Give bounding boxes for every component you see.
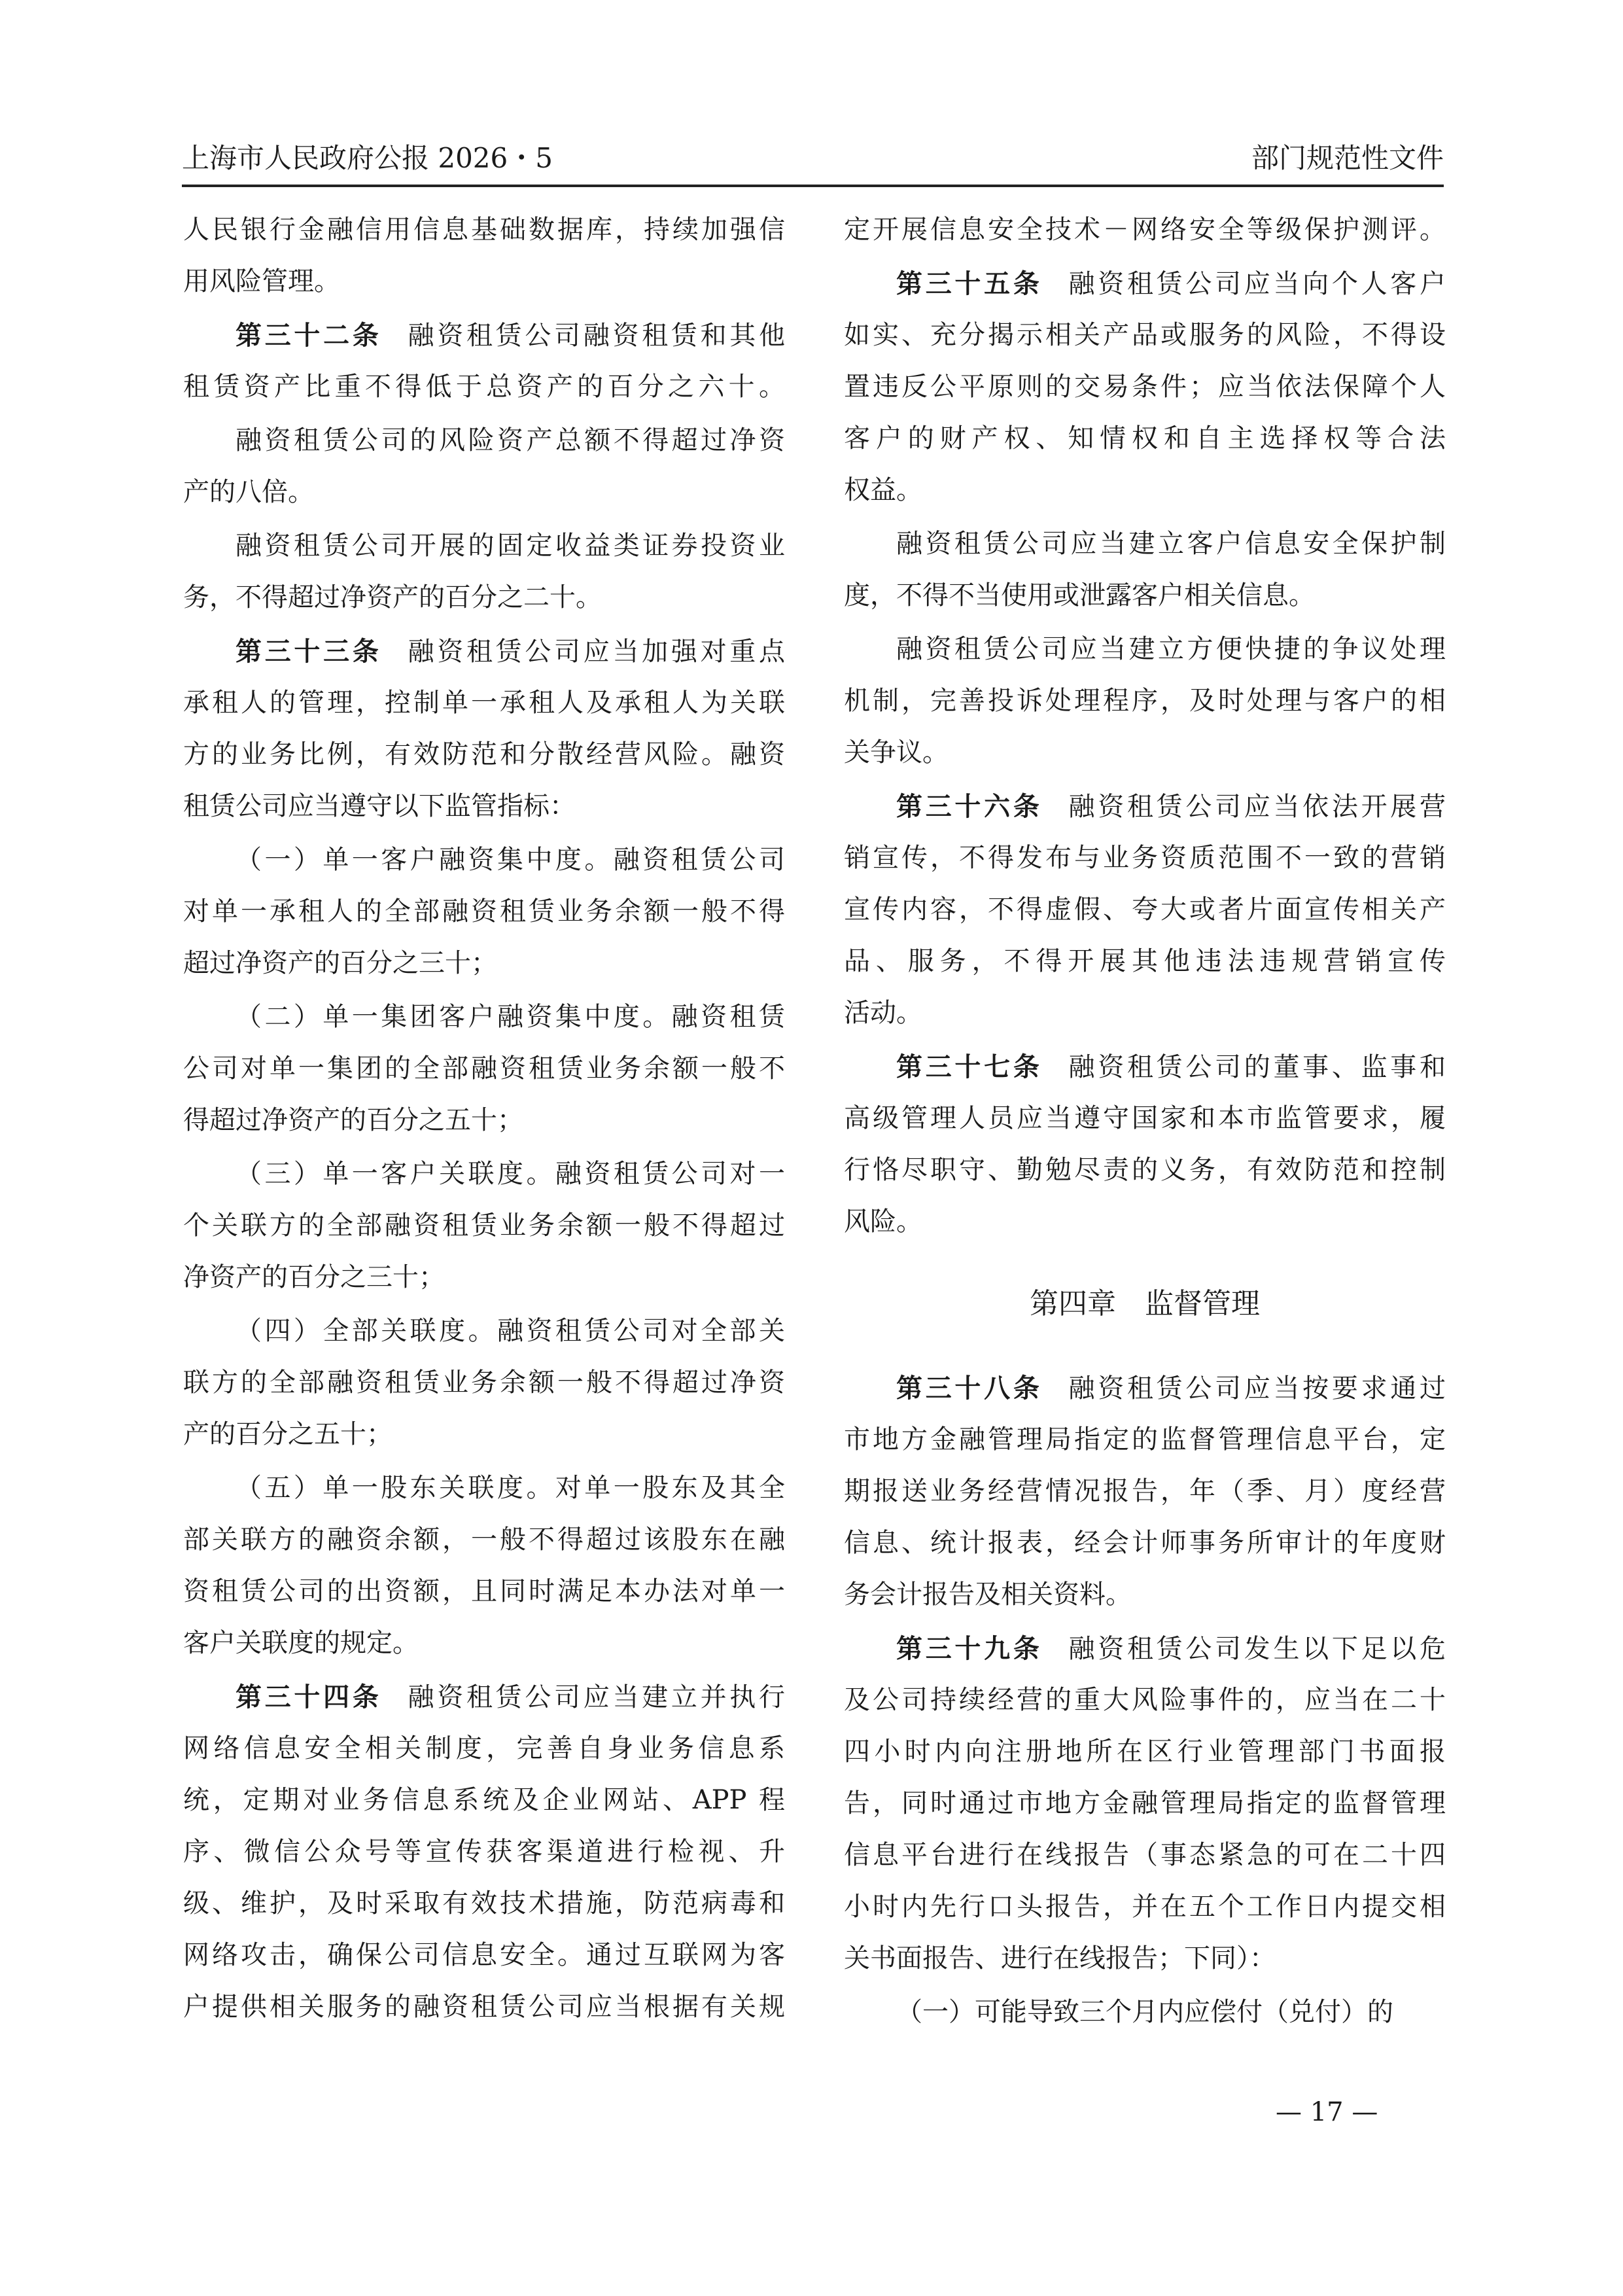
line-text: 告，同时通过市地方金融管理局指定的监督管理 — [844, 1788, 1446, 1818]
text-line — [844, 518, 1446, 570]
article-number: 第三十八条 — [896, 1373, 1043, 1404]
text-line — [183, 886, 785, 938]
publication-title: 上海市人民政府公报 2026・5 — [182, 142, 553, 174]
paragraph — [183, 204, 785, 308]
line-text: 租赁公司应当遵守以下监管指标： — [183, 791, 576, 821]
line-text: 网络信息安全相关制度，完善自身业务信息系 — [183, 1733, 785, 1763]
paragraph — [183, 1462, 785, 1669]
text-line — [844, 465, 1446, 516]
line-text: 客户的财产权、知情权和自主选择权等合法 — [844, 423, 1446, 453]
text-line — [844, 1778, 1446, 1829]
line-text: 得超过净资产的百分之五十； — [183, 1105, 523, 1135]
line-text: 融资租赁公司融资租赁和其他 — [408, 321, 786, 351]
text-line — [183, 1095, 785, 1146]
line-text: 期报送业务经营情况报告，年（季、月）度经营 — [844, 1476, 1446, 1506]
line-text: 融资租赁公司应当加强对重点 — [408, 637, 786, 667]
text-line — [844, 258, 1446, 309]
text-line — [844, 936, 1446, 987]
article-paragraph — [844, 258, 1446, 516]
article-number: 第三十四条 — [236, 1682, 382, 1712]
line-text: 宣传内容，不得虚假、夸大或者片面宣传相关产 — [844, 894, 1446, 925]
text-line — [183, 1617, 785, 1669]
text-line — [844, 1466, 1446, 1517]
line-text: 品、服务，不得开展其他违法违规营销宣传 — [844, 946, 1446, 976]
text-line — [844, 1933, 1446, 1985]
text-line — [844, 1144, 1446, 1196]
paragraph — [844, 624, 1446, 779]
line-text: 风险。 — [844, 1207, 922, 1237]
text-line — [844, 1414, 1446, 1466]
text-line — [844, 1362, 1446, 1414]
paragraph — [183, 834, 785, 989]
text-line — [844, 987, 1446, 1039]
paragraph — [183, 520, 785, 624]
line-text: 小时内先行口头报告，并在五个工作日内提交相 — [844, 1892, 1446, 1922]
article-paragraph — [844, 781, 1446, 1039]
line-text: 度，不得不当使用或泄露客户相关信息。 — [844, 580, 1315, 610]
text-line — [844, 1829, 1446, 1881]
line-text: 定开展信息安全技术－网络安全等级保护测评。 — [844, 215, 1446, 245]
header-rule — [182, 185, 1444, 187]
line-text: 超过净资产的百分之三十； — [183, 948, 497, 978]
article-number: 第三十五条 — [896, 268, 1043, 299]
line-text: 融资租赁公司应当建立并执行 — [408, 1682, 786, 1712]
line-text: 市地方金融管理局指定的监督管理信息平台，定 — [844, 1424, 1446, 1455]
text-line — [844, 1517, 1446, 1569]
paragraph — [183, 415, 785, 518]
text-line — [844, 832, 1446, 884]
line-text: 资租赁公司的出资额，且同时满足本办法对单一 — [183, 1576, 785, 1606]
line-text: 户提供相关服务的融资租赁公司应当根据有关规 — [183, 1992, 785, 2022]
text-line — [183, 991, 785, 1043]
article-number: 第三十二条 — [236, 320, 382, 351]
line-text: 融资租赁公司的风险资产总额不得超过净资 — [236, 425, 785, 455]
line-text: 融资租赁公司发生以下足以危 — [1068, 1634, 1446, 1664]
text-line — [844, 204, 1446, 256]
line-text: （四）全部关联度。融资租赁公司对全部关 — [236, 1316, 785, 1346]
line-text: 产的八倍。 — [183, 477, 314, 507]
text-line — [183, 1357, 785, 1409]
line-text: 融资租赁公司应当建立客户信息安全保护制 — [896, 529, 1446, 559]
article-paragraph — [183, 1671, 785, 2033]
line-text: 及公司持续经营的重大风险事件的，应当在二十 — [844, 1685, 1446, 1715]
article-paragraph — [183, 309, 785, 413]
line-text: 联方的全部融资租赁业务余额一般不得超过净资 — [183, 1368, 785, 1398]
line-text: （三）单一客户关联度。融资租赁公司对一 — [236, 1159, 785, 1189]
line-text: 序、微信公众号等宣传获客渠道进行检视、升 — [183, 1837, 785, 1867]
line-text: 务，不得超过净资产的百分之二十。 — [183, 582, 602, 612]
text-line — [183, 1878, 785, 1930]
line-text: 部关联方的融资余额，一般不得超过该股东在融 — [183, 1525, 785, 1555]
text-line — [844, 1623, 1446, 1674]
text-line — [844, 309, 1446, 361]
text-line — [183, 1043, 785, 1095]
article-paragraph — [844, 1041, 1446, 1248]
text-line — [183, 1723, 785, 1775]
text-line — [183, 1200, 785, 1252]
text-line — [183, 1566, 785, 1617]
line-text: 行恪尽职守、勤勉尽责的义务，有效防范和控制 — [844, 1155, 1446, 1185]
text-line — [844, 781, 1446, 832]
paragraph — [844, 204, 1446, 256]
line-text: 权益。 — [844, 475, 922, 505]
line-text: （一）可能导致三个月内应偿付（兑付）的 — [896, 1997, 1393, 2027]
left-column — [183, 204, 785, 2035]
line-text: 活动。 — [844, 998, 922, 1028]
text-line — [844, 675, 1446, 727]
text-line — [183, 1671, 785, 1723]
text-line — [183, 309, 785, 361]
line-text: 关争议。 — [844, 737, 949, 768]
text-line — [183, 729, 785, 781]
line-text: 方的业务比例，有效防范和分散经营风险。融资 — [183, 739, 785, 769]
text-line — [183, 467, 785, 518]
line-text: 对单一承租人的全部融资租赁业务余额一般不得 — [183, 896, 785, 927]
line-text: 融资租赁公司应当建立方便快捷的争议处理 — [896, 634, 1446, 664]
line-text: 租赁资产比重不得低于总资产的百分之六十。 — [183, 372, 785, 402]
text-line — [844, 413, 1446, 465]
text-line — [183, 361, 785, 413]
text-line — [844, 1674, 1446, 1726]
line-text: 产的百分之五十； — [183, 1419, 393, 1449]
line-text: 客户关联度的规定。 — [183, 1628, 419, 1658]
text-line — [844, 1041, 1446, 1093]
line-text: 信息、统计报表，经会计师事务所审计的年度财 — [844, 1528, 1446, 1558]
line-text: 人民银行金融信用信息基础数据库，持续加强信 — [183, 215, 785, 245]
article-paragraph — [844, 1362, 1446, 1621]
line-text: 高级管理人员应当遵守国家和本市监管要求，履 — [844, 1103, 1446, 1133]
text-line — [183, 1148, 785, 1200]
line-text: 如实、充分揭示相关产品或服务的风险，不得设 — [844, 320, 1446, 350]
text-line — [183, 1305, 785, 1357]
text-line — [844, 570, 1446, 622]
line-text: 级、维护，及时采取有效技术措施，防范病毒和 — [183, 1888, 785, 1918]
text-line — [183, 626, 785, 677]
text-line — [844, 1569, 1446, 1621]
line-text: 净资产的百分之三十； — [183, 1262, 445, 1292]
chapter-heading: 第四章 监督管理 — [1030, 1287, 1260, 1320]
line-text: 网络攻击，确保公司信息安全。通过互联网为客 — [183, 1940, 785, 1970]
line-text: 用风险管理。 — [183, 266, 340, 296]
text-line — [183, 1826, 785, 1878]
text-line — [183, 1462, 785, 1514]
line-text: 融资租赁公司应当按要求通过 — [1068, 1373, 1446, 1404]
text-line — [844, 624, 1446, 675]
line-text: 关书面报告、进行在线报告；下同）： — [844, 1943, 1276, 1973]
text-line — [183, 572, 785, 624]
text-line — [183, 1775, 785, 1826]
right-column — [844, 204, 1446, 2040]
article-paragraph — [183, 626, 785, 832]
text-line — [844, 727, 1446, 779]
text-line — [183, 938, 785, 989]
text-line — [183, 834, 785, 886]
page-number: — 17 — — [1276, 2097, 1378, 2127]
text-line — [183, 1514, 785, 1566]
text-line — [844, 361, 1446, 413]
line-text: 个关联方的全部融资租赁业务余额一般不得超过 — [183, 1210, 785, 1241]
line-text: 融资租赁公司应当向个人客户 — [1068, 269, 1446, 299]
line-text: 融资租赁公司应当依法开展营 — [1068, 792, 1446, 822]
line-text: 融资租赁公司的董事、监事和 — [1068, 1052, 1446, 1082]
text-line — [844, 1093, 1446, 1144]
article-number: 第三十七条 — [896, 1051, 1043, 1082]
line-text: （二）单一集团客户融资集中度。融资租赁 — [236, 1002, 785, 1032]
line-text: 承租人的管理，控制单一承租人及承租人为关联 — [183, 688, 785, 718]
paragraph — [183, 991, 785, 1146]
text-line — [183, 677, 785, 729]
line-text: 机制，完善投诉处理程序，及时处理与客户的相 — [844, 686, 1446, 716]
line-text: 公司对单一集团的全部融资租赁业务余额一般不 — [183, 1053, 785, 1084]
article-number: 第三十九条 — [896, 1633, 1043, 1664]
paragraph — [183, 1148, 785, 1303]
line-text: 信息平台进行在线报告（事态紧急的可在二十四 — [844, 1840, 1446, 1870]
line-text: 统，定期对业务信息系统及企业网站、APP 程 — [183, 1785, 785, 1815]
text-line — [183, 256, 785, 308]
text-line — [844, 1726, 1446, 1778]
text-line — [183, 1930, 785, 1981]
line-text: 四小时内向注册地所在区行业管理部门书面报 — [844, 1737, 1446, 1767]
text-line — [844, 884, 1446, 936]
line-text: 置违反公平原则的交易条件；应当依法保障个人 — [844, 372, 1446, 402]
article-number: 第三十六条 — [896, 791, 1043, 822]
section-title: 部门规范性文件 — [1251, 142, 1444, 174]
text-line — [844, 1196, 1446, 1248]
text-line — [183, 781, 785, 832]
text-line — [844, 1987, 1446, 2038]
text-line — [183, 1252, 785, 1303]
text-line — [183, 520, 785, 572]
text-line — [183, 1409, 785, 1460]
paragraph — [844, 1987, 1446, 2038]
text-line — [183, 204, 785, 256]
text-line — [183, 415, 785, 467]
paragraph — [183, 1305, 785, 1460]
article-paragraph — [844, 1623, 1446, 1985]
line-text: 销宣传，不得发布与业务资质范围不一致的营销 — [844, 843, 1446, 873]
line-text: （一）单一客户融资集中度。融资租赁公司 — [236, 845, 785, 875]
paragraph — [844, 518, 1446, 622]
line-text: 融资租赁公司开展的固定收益类证券投资业 — [236, 531, 785, 561]
article-number: 第三十三条 — [236, 636, 382, 667]
line-text: （五）单一股东关联度。对单一股东及其全 — [236, 1473, 785, 1503]
text-line — [183, 1981, 785, 2033]
line-text: 务会计报告及相关资料。 — [844, 1580, 1132, 1610]
text-line — [844, 1881, 1446, 1933]
